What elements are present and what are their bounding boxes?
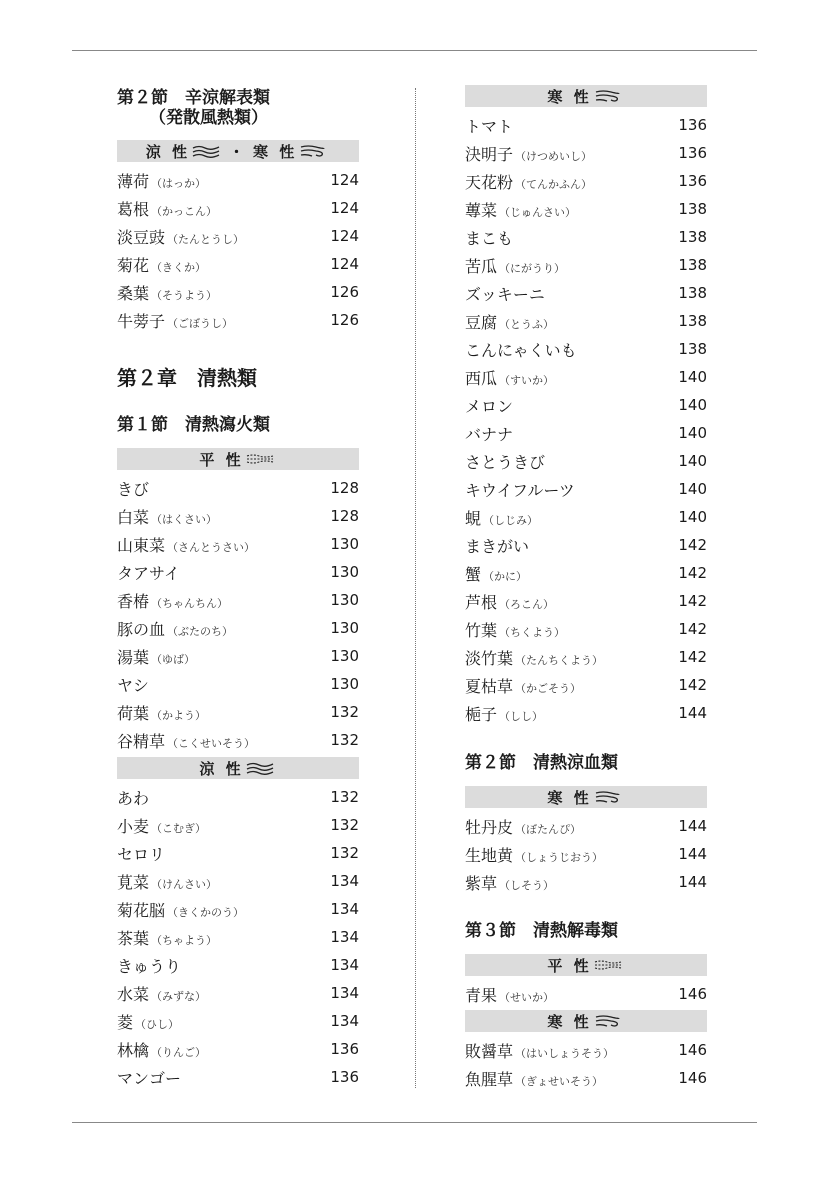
entry-reading: （きくかのう） bbox=[167, 905, 245, 919]
entry-title bbox=[117, 309, 233, 332]
entry-reading: （けんさい） bbox=[151, 877, 218, 891]
entry-name: 菱 bbox=[117, 1012, 134, 1032]
page-number: 132 bbox=[330, 788, 359, 806]
toc-entry[interactable] bbox=[465, 643, 707, 671]
page-number: 132 bbox=[330, 816, 359, 834]
property-bar bbox=[117, 448, 359, 470]
page-number: 140 bbox=[678, 452, 707, 470]
cold-nature-icon bbox=[592, 89, 625, 103]
page-number: 144 bbox=[678, 873, 707, 891]
entry-name: 谷精草 bbox=[117, 731, 166, 751]
page-number: 138 bbox=[678, 312, 707, 330]
entry-reading: （りんご） bbox=[151, 1045, 207, 1059]
entry-name: メロン bbox=[465, 396, 514, 416]
page-number: 136 bbox=[678, 116, 707, 134]
page-number: 134 bbox=[330, 872, 359, 890]
entry-title bbox=[117, 926, 217, 949]
page-number: 142 bbox=[678, 620, 707, 638]
entry-title bbox=[465, 815, 581, 838]
entry-title bbox=[117, 1038, 206, 1061]
toc-entry[interactable] bbox=[465, 447, 707, 475]
toc-entry[interactable] bbox=[465, 1064, 707, 1092]
entry-title bbox=[117, 954, 181, 977]
entry-name: 西瓜 bbox=[465, 368, 498, 388]
entry-name: 山東菜 bbox=[117, 535, 166, 555]
entry-reading: （こくせいそう） bbox=[167, 736, 256, 750]
entry-title bbox=[465, 871, 554, 894]
entry-reading: （ひし） bbox=[135, 1017, 180, 1031]
toc-entry[interactable] bbox=[117, 726, 359, 754]
entry-title bbox=[465, 702, 543, 725]
entry-name: 豚の血 bbox=[117, 619, 166, 639]
entry-title bbox=[117, 1066, 181, 1089]
entry-name: 菊花脳 bbox=[117, 900, 166, 920]
entry-name: 決明子 bbox=[465, 144, 514, 164]
toc-entry[interactable] bbox=[117, 895, 359, 923]
right-column bbox=[465, 85, 707, 1092]
page-number: 146 bbox=[678, 985, 707, 1003]
entry-reading: （かに） bbox=[483, 569, 528, 583]
entry-title bbox=[117, 701, 206, 724]
page-number: 124 bbox=[330, 199, 359, 217]
entry-title bbox=[465, 983, 554, 1006]
entry-reading: （ちくよう） bbox=[499, 625, 566, 639]
toc-entry[interactable] bbox=[465, 812, 707, 840]
entry-title bbox=[117, 561, 180, 584]
entry-name: 魚腥草 bbox=[465, 1069, 514, 1089]
entry-reading: （はいしょうそう） bbox=[515, 1046, 615, 1060]
page-number: 126 bbox=[330, 283, 359, 301]
toc-entry[interactable] bbox=[117, 502, 359, 530]
page-number: 124 bbox=[330, 255, 359, 273]
page-number: 138 bbox=[678, 200, 707, 218]
entry-title bbox=[465, 646, 603, 669]
entry-reading: （けつめいし） bbox=[515, 149, 593, 163]
toc-entry[interactable] bbox=[117, 586, 359, 614]
page-number: 138 bbox=[678, 340, 707, 358]
entry-name: 紫草 bbox=[465, 873, 498, 893]
toc-entry[interactable] bbox=[117, 474, 359, 502]
section-heading bbox=[117, 88, 359, 128]
cool-nature-icon bbox=[190, 144, 223, 158]
page-number: 130 bbox=[330, 647, 359, 665]
page-number: 140 bbox=[678, 508, 707, 526]
entry-name: まこも bbox=[465, 228, 514, 248]
toc-entry[interactable] bbox=[117, 194, 359, 222]
toc-entry[interactable] bbox=[465, 363, 707, 391]
entry-reading: （しょうじおう） bbox=[515, 850, 604, 864]
entry-reading: （みずな） bbox=[151, 989, 207, 1003]
entry-name: マンゴー bbox=[117, 1068, 182, 1088]
entry-name: 薄荷 bbox=[117, 171, 150, 191]
page-number: 142 bbox=[678, 676, 707, 694]
toc-entry[interactable] bbox=[465, 223, 707, 251]
entry-title bbox=[465, 394, 513, 417]
entry-title bbox=[465, 618, 565, 641]
page-number: 140 bbox=[678, 424, 707, 442]
entry-name: 夏枯草 bbox=[465, 676, 514, 696]
entry-title bbox=[117, 1010, 179, 1033]
entry-title bbox=[117, 253, 206, 276]
toc-entry[interactable] bbox=[465, 503, 707, 531]
entry-name: 蟹 bbox=[465, 564, 482, 584]
page-number: 132 bbox=[330, 844, 359, 862]
entry-name: トマト bbox=[465, 116, 514, 136]
cool-nature-icon bbox=[244, 761, 277, 775]
property-bar bbox=[465, 1010, 707, 1032]
entry-title bbox=[465, 478, 575, 501]
toc-entry[interactable] bbox=[465, 980, 707, 1008]
entry-name: 淡豆豉 bbox=[117, 227, 166, 247]
entry-reading: （しし） bbox=[499, 709, 544, 723]
toc-entry[interactable] bbox=[465, 1036, 707, 1064]
entry-title bbox=[117, 645, 195, 668]
entry-reading: （せいか） bbox=[499, 990, 555, 1004]
page-number: 134 bbox=[330, 928, 359, 946]
toc-entry[interactable] bbox=[117, 839, 359, 867]
column-divider bbox=[415, 88, 416, 1088]
entry-title bbox=[465, 506, 538, 529]
entry-name: きゅうり bbox=[117, 956, 182, 976]
entry-title bbox=[117, 870, 217, 893]
page-number: 132 bbox=[330, 703, 359, 721]
toc-entry[interactable] bbox=[117, 783, 359, 811]
entry-reading: （てんかふん） bbox=[515, 177, 593, 191]
entry-name: 水菜 bbox=[117, 984, 150, 1004]
toc-entry[interactable] bbox=[117, 250, 359, 278]
section-heading-line: 第２節 辛涼解表類 bbox=[117, 88, 270, 108]
page-number: 134 bbox=[330, 900, 359, 918]
entry-title bbox=[117, 477, 149, 500]
entry-title bbox=[117, 589, 228, 612]
toc-entry[interactable] bbox=[465, 419, 707, 447]
entry-reading: （にがうり） bbox=[499, 261, 566, 275]
page-number: 142 bbox=[678, 564, 707, 582]
entry-title bbox=[117, 197, 217, 220]
entry-name: 梔子 bbox=[465, 704, 498, 724]
entry-title bbox=[117, 169, 206, 192]
section-heading: 第２節 清熱涼血類 bbox=[465, 753, 618, 773]
toc-entry[interactable] bbox=[117, 278, 359, 306]
entry-reading: （かごそう） bbox=[515, 681, 582, 695]
entry-title bbox=[465, 674, 581, 697]
left-column bbox=[117, 88, 359, 1091]
entry-title bbox=[117, 814, 206, 837]
entry-reading: （さんとうさい） bbox=[167, 540, 256, 554]
entry-reading: （ゆば） bbox=[151, 652, 196, 666]
toc-entry[interactable] bbox=[117, 642, 359, 670]
entry-name: 天花粉 bbox=[465, 172, 514, 192]
entry-name: 桑葉 bbox=[117, 283, 150, 303]
toc-entry[interactable] bbox=[465, 587, 707, 615]
entry-title bbox=[117, 982, 206, 1005]
entry-title bbox=[465, 338, 577, 361]
entry-name: 生地黄 bbox=[465, 845, 514, 865]
entry-name: タアサイ bbox=[117, 563, 180, 583]
entry-name: さとうきび bbox=[465, 452, 546, 472]
entry-title bbox=[465, 142, 592, 165]
entry-name: 竹葉 bbox=[465, 620, 498, 640]
page-number: 134 bbox=[330, 1012, 359, 1030]
toc-entry[interactable] bbox=[117, 923, 359, 951]
page-number: 136 bbox=[330, 1068, 359, 1086]
entry-title bbox=[465, 1067, 603, 1090]
entry-name: 莧菜 bbox=[117, 872, 150, 892]
page-number: 128 bbox=[330, 507, 359, 525]
entry-name: 葛根 bbox=[117, 199, 150, 219]
entry-reading: （かよう） bbox=[151, 708, 207, 722]
entry-name: 豆腐 bbox=[465, 312, 498, 332]
entry-name: バナナ bbox=[465, 424, 514, 444]
section-heading: 第１節 清熱瀉火類 bbox=[117, 415, 270, 435]
entry-name: 淡竹葉 bbox=[465, 648, 514, 668]
separator: ・ bbox=[228, 142, 247, 161]
entry-title bbox=[465, 1039, 614, 1062]
toc-entry[interactable] bbox=[117, 166, 359, 194]
entry-reading: （すいか） bbox=[499, 373, 555, 387]
entry-reading: （とうふ） bbox=[499, 317, 555, 331]
toc-entry[interactable] bbox=[465, 111, 707, 139]
toc-entry[interactable] bbox=[117, 222, 359, 250]
entry-name: 香椿 bbox=[117, 591, 150, 611]
toc-entry[interactable] bbox=[465, 279, 707, 307]
entry-title bbox=[117, 225, 244, 248]
toc-entry[interactable] bbox=[465, 840, 707, 868]
toc-entry[interactable] bbox=[117, 698, 359, 726]
cold-nature-icon bbox=[297, 144, 330, 158]
toc-entry[interactable] bbox=[465, 559, 707, 587]
entry-reading: （しそう） bbox=[499, 878, 555, 892]
toc-entry[interactable] bbox=[465, 167, 707, 195]
entry-title bbox=[465, 114, 513, 137]
toc-entry[interactable] bbox=[465, 391, 707, 419]
page-number: 144 bbox=[678, 817, 707, 835]
property-label: 寒 性 bbox=[547, 1012, 592, 1031]
entry-reading: （しじみ） bbox=[483, 513, 539, 527]
toc-entry[interactable] bbox=[465, 531, 707, 559]
toc-entry[interactable] bbox=[117, 558, 359, 586]
entry-reading: （ぶたのち） bbox=[167, 624, 234, 638]
page-number: 146 bbox=[678, 1041, 707, 1059]
property-label: 寒 性 bbox=[547, 788, 592, 807]
entry-name: セロリ bbox=[117, 844, 166, 864]
entry-reading: （ちゃんちん） bbox=[151, 596, 229, 610]
toc-entry[interactable] bbox=[117, 614, 359, 642]
neutral-nature-icon bbox=[592, 958, 625, 972]
entry-title bbox=[117, 617, 233, 640]
page-number: 134 bbox=[330, 956, 359, 974]
toc-entry[interactable] bbox=[117, 979, 359, 1007]
entry-name: 蜆 bbox=[465, 508, 482, 528]
entry-title bbox=[465, 282, 545, 305]
entry-name: 湯葉 bbox=[117, 647, 150, 667]
page-number: 130 bbox=[330, 675, 359, 693]
entry-title bbox=[465, 254, 565, 277]
entry-name: ヤシ bbox=[117, 675, 149, 695]
entry-reading: （ぎょせいそう） bbox=[515, 1074, 604, 1088]
page-number: 146 bbox=[678, 1069, 707, 1087]
property-label: 涼 性 bbox=[199, 759, 244, 778]
toc-entry[interactable] bbox=[465, 251, 707, 279]
entry-name: 小麦 bbox=[117, 816, 150, 836]
toc-entry[interactable] bbox=[117, 867, 359, 895]
entry-title bbox=[117, 281, 217, 304]
entry-title bbox=[117, 729, 255, 752]
property-label: 平 性 bbox=[547, 956, 592, 975]
section-heading-subtitle: （発散風熱類） bbox=[149, 108, 268, 128]
entry-title bbox=[465, 170, 592, 193]
page-number: 138 bbox=[678, 228, 707, 246]
page-number: 142 bbox=[678, 648, 707, 666]
entry-title bbox=[465, 534, 529, 557]
property-label: 涼 性 bbox=[145, 142, 190, 161]
entry-name: 苦瓜 bbox=[465, 256, 498, 276]
page-number: 142 bbox=[678, 592, 707, 610]
top-rule bbox=[72, 50, 757, 51]
entry-reading: （ぼたんぴ） bbox=[515, 822, 582, 836]
entry-reading: （はっか） bbox=[151, 176, 207, 190]
entry-title bbox=[117, 673, 149, 696]
entry-title bbox=[465, 590, 554, 613]
entry-title bbox=[465, 422, 513, 445]
toc-entry[interactable] bbox=[117, 1063, 359, 1091]
property-label: 寒 性 bbox=[253, 142, 298, 161]
entry-title bbox=[465, 310, 554, 333]
toc-entry[interactable] bbox=[117, 951, 359, 979]
entry-name: 林檎 bbox=[117, 1040, 150, 1060]
toc-entry[interactable] bbox=[117, 670, 359, 698]
entry-title bbox=[465, 843, 603, 866]
entry-name: 青果 bbox=[465, 985, 498, 1005]
entry-reading: （きくか） bbox=[151, 260, 207, 274]
toc-entry[interactable] bbox=[465, 699, 707, 727]
page-number: 136 bbox=[678, 144, 707, 162]
property-bar bbox=[117, 757, 359, 779]
chapter-heading: 第２章 清熱類 bbox=[117, 366, 257, 390]
toc-entry[interactable] bbox=[117, 1035, 359, 1063]
entry-title bbox=[117, 898, 244, 921]
entry-name: 菊花 bbox=[117, 255, 150, 275]
entry-title bbox=[465, 198, 576, 221]
entry-title bbox=[465, 450, 545, 473]
entry-name: 牛蒡子 bbox=[117, 311, 166, 331]
entry-reading: （たんとうし） bbox=[167, 232, 245, 246]
entry-name: 白菜 bbox=[117, 507, 150, 527]
toc-entry[interactable] bbox=[465, 868, 707, 896]
page-number: 144 bbox=[678, 845, 707, 863]
page-number: 140 bbox=[678, 480, 707, 498]
toc-entry[interactable] bbox=[117, 530, 359, 558]
neutral-nature-icon bbox=[244, 452, 277, 466]
property-label: 寒 性 bbox=[547, 87, 592, 106]
entry-name: こんにゃくいも bbox=[465, 340, 577, 360]
toc-entry[interactable] bbox=[465, 307, 707, 335]
toc-entry[interactable] bbox=[465, 335, 707, 363]
entry-name: ズッキーニ bbox=[465, 284, 545, 304]
page-number: 136 bbox=[678, 172, 707, 190]
entry-reading: （たんちくよう） bbox=[515, 653, 604, 667]
property-bar bbox=[465, 786, 707, 808]
property-bar bbox=[465, 954, 707, 976]
page-number: 124 bbox=[330, 227, 359, 245]
section-heading: 第３節 清熱解毒類 bbox=[465, 921, 618, 941]
entry-name: まきがい bbox=[465, 536, 530, 556]
entry-name: キウイフルーツ bbox=[465, 480, 575, 500]
page-number: 140 bbox=[678, 396, 707, 414]
page-number: 130 bbox=[330, 591, 359, 609]
page-number: 134 bbox=[330, 984, 359, 1002]
property-label: 平 性 bbox=[199, 450, 244, 469]
entry-name: あわ bbox=[117, 788, 150, 808]
page-number: 130 bbox=[330, 563, 359, 581]
page-number: 136 bbox=[330, 1040, 359, 1058]
page-number: 124 bbox=[330, 171, 359, 189]
entry-name: 茶葉 bbox=[117, 928, 150, 948]
entry-name: 蓴菜 bbox=[465, 200, 498, 220]
entry-reading: （ろこん） bbox=[499, 597, 555, 611]
toc-entry[interactable] bbox=[117, 811, 359, 839]
entry-reading: （そうよう） bbox=[151, 288, 218, 302]
toc-entry[interactable] bbox=[465, 475, 707, 503]
entry-name: 荷葉 bbox=[117, 703, 150, 723]
entry-reading: （かっこん） bbox=[151, 204, 218, 218]
entry-name: 芦根 bbox=[465, 592, 498, 612]
page-number: 138 bbox=[678, 284, 707, 302]
toc-entry[interactable] bbox=[465, 615, 707, 643]
entry-title bbox=[117, 786, 149, 809]
cold-nature-icon bbox=[592, 1014, 625, 1028]
entry-reading: （じゅんさい） bbox=[499, 205, 577, 219]
page-number: 132 bbox=[330, 731, 359, 749]
page-number: 144 bbox=[678, 704, 707, 722]
entry-name: 敗醤草 bbox=[465, 1041, 514, 1061]
toc-entry[interactable] bbox=[465, 139, 707, 167]
property-bar bbox=[117, 140, 359, 162]
entry-title bbox=[465, 562, 527, 585]
page-number: 138 bbox=[678, 256, 707, 274]
page-number: 128 bbox=[330, 479, 359, 497]
toc-entry[interactable] bbox=[465, 671, 707, 699]
toc-entry[interactable] bbox=[117, 1007, 359, 1035]
entry-reading: （ちゃよう） bbox=[151, 933, 218, 947]
entry-name: 牡丹皮 bbox=[465, 817, 514, 837]
entry-reading: （はくさい） bbox=[151, 512, 218, 526]
entry-reading: （こむぎ） bbox=[151, 821, 207, 835]
bottom-rule bbox=[72, 1122, 757, 1123]
page-number: 130 bbox=[330, 619, 359, 637]
entry-reading: （ごぼうし） bbox=[167, 316, 234, 330]
page-number: 130 bbox=[330, 535, 359, 553]
entry-title bbox=[117, 842, 165, 865]
property-bar bbox=[465, 85, 707, 107]
toc-entry[interactable] bbox=[465, 195, 707, 223]
page-number: 142 bbox=[678, 536, 707, 554]
entry-title bbox=[117, 505, 217, 528]
entry-name: きび bbox=[117, 479, 150, 499]
entry-title bbox=[465, 226, 513, 249]
entry-title bbox=[465, 366, 554, 389]
page-number: 126 bbox=[330, 311, 359, 329]
cold-nature-icon bbox=[592, 790, 625, 804]
entry-title bbox=[117, 533, 255, 556]
toc-entry[interactable] bbox=[117, 306, 359, 334]
page-number: 140 bbox=[678, 368, 707, 386]
